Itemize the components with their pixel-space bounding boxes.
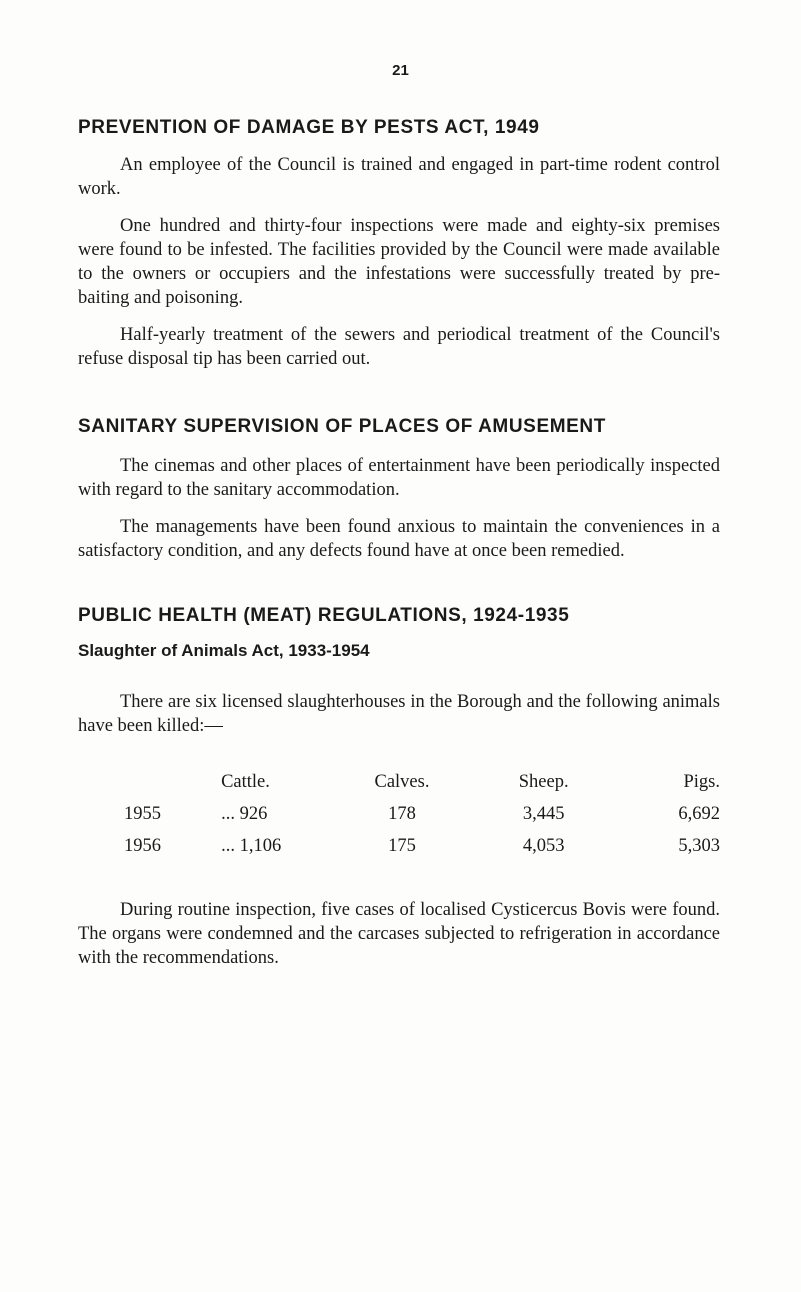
table-cell-pigs: 5,303	[678, 835, 720, 856]
table-header-pigs: Pigs.	[683, 771, 720, 792]
table-header-cattle: Cattle.	[221, 771, 270, 792]
paragraph: During routine inspection, five cases of localised Cysticercus Bovis were found. The organs were condemned and the carcases subjected to refrigeration in accordance with the recommendations.	[78, 900, 720, 968]
table-cell-cattle: ... 926	[221, 803, 268, 824]
section-heading-meat-regulations: PUBLIC HEALTH (MEAT) REGULATIONS, 1924-1935	[78, 605, 570, 626]
table-row	[78, 830, 720, 862]
paragraph: An employee of the Council is trained and engaged in part-time rodent control work.	[78, 155, 720, 199]
table-cell-calves: 175	[388, 835, 416, 856]
table-cell-year: 1956	[124, 835, 161, 856]
table-cell-cattle: ... 1,106	[221, 835, 282, 856]
section-subheading-slaughter-act: Slaughter of Animals Act, 1933-1954	[78, 641, 370, 660]
page-number: 21	[392, 62, 409, 79]
table-row	[78, 798, 720, 830]
page-content	[78, 115, 720, 970]
table-header-year	[78, 766, 221, 798]
table-cell-sheep: 4,053	[522, 835, 565, 856]
table-cell-year: 1955	[124, 803, 161, 824]
paragraph: There are six licensed slaughterhouses in the Borough and the following animals have been killed:—	[78, 692, 720, 736]
paragraph: Half-yearly treatment of the sewers and periodical treatment of the Council's refuse disposal tip has been carried out.	[78, 325, 720, 369]
paragraph: The managements have been found anxious to maintain the conveniences in a satisfactory condition, and any defects found have at once been remedied.	[78, 517, 720, 561]
animals-killed-table	[78, 766, 720, 862]
table-cell-sheep: 3,445	[522, 803, 565, 824]
table-header-sheep: Sheep.	[518, 771, 569, 792]
section-heading-sanitary-supervision: SANITARY SUPERVISION OF PLACES OF AMUSEMENT	[78, 416, 606, 437]
paragraph: The cinemas and other places of entertainment have been periodically inspected with regard to the sanitary accommodation.	[78, 456, 720, 500]
table-cell-pigs: 6,692	[678, 803, 720, 824]
section-heading-pests-act: PREVENTION OF DAMAGE BY PESTS ACT, 1949	[78, 117, 540, 138]
table-cell-calves: 178	[388, 803, 416, 824]
paragraph: One hundred and thirty-four inspections were made and eighty-six premises were found to be infested. The facilities provided by the Council were made available to the owners or occupiers and the infestations were successfully treated by pre-baiting and poisoning.	[78, 216, 720, 308]
table-header-calves: Calves.	[374, 771, 430, 792]
table-header-row	[78, 766, 720, 798]
